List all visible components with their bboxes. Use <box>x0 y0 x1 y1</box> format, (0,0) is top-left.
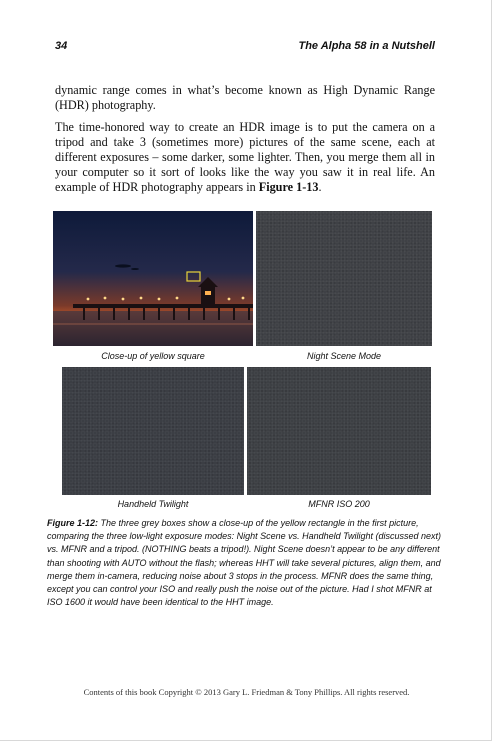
pier-sunset-photo <box>53 211 253 346</box>
figure-reference: Figure 1-13 <box>258 180 319 194</box>
figure-caption-text: The three grey boxes show a close-up of the yellow rectangle in the first picture, comparing the three low-light exposure modes: Night Scene vs. Handheld Twilight (discussed next) vs. MFNR and a tripod. (NOTHING beats a tripod!). Night Scene doesn’t appear to be any different than shooting with AUTO without the flash; whereas HHT will take several pictures, align them, and merge them in-camera, reducing noise about 3 stops in the process. MFNR does the same thing, except you can control your ISO and really push the noise out of the picture. Had I shot MFNR at ISO 1600 it would have been identical to the HHT image. <box>47 518 442 608</box>
caption-night-scene: Night Scene Mode <box>306 351 382 361</box>
body-paragraph-2 <box>55 120 435 195</box>
figure-caption <box>47 517 445 609</box>
caption-mfnr: MFNR ISO 200 <box>308 499 370 509</box>
caption-handheld: Handheld Twilight <box>117 499 189 509</box>
caption-closeup: Close-up of yellow square <box>101 351 205 361</box>
handheld-twilight-closeup <box>62 367 244 495</box>
running-title: The Alpha 58 in a Nutshell <box>298 40 435 52</box>
copyright-footer: Contents of this book Copyright © 2013 Gary L. Friedman & Tony Phillips. All rights reserved. <box>83 687 410 697</box>
figure-label: Figure 1-12: <box>47 518 99 528</box>
mfnr-closeup <box>247 367 431 495</box>
paragraph-end: . <box>318 180 322 194</box>
night-scene-closeup <box>256 211 432 346</box>
paragraph-text: The time-honored way to create an HDR image is to put the camera on a tripod and take 3 (sometimes more) pictures of the same scene, each at different exposures – some darker, some lighter. Then, you merge them all in your computer so it sort of looks like the way you saw it in real life. An example of HDR photography appears in <box>55 120 435 194</box>
body-paragraph-1: dynamic range comes in what’s become known as High Dynamic Range (HDR) photography. <box>55 83 435 112</box>
page-number: 34 <box>55 40 68 52</box>
pier-sunset-illustration <box>53 211 253 346</box>
